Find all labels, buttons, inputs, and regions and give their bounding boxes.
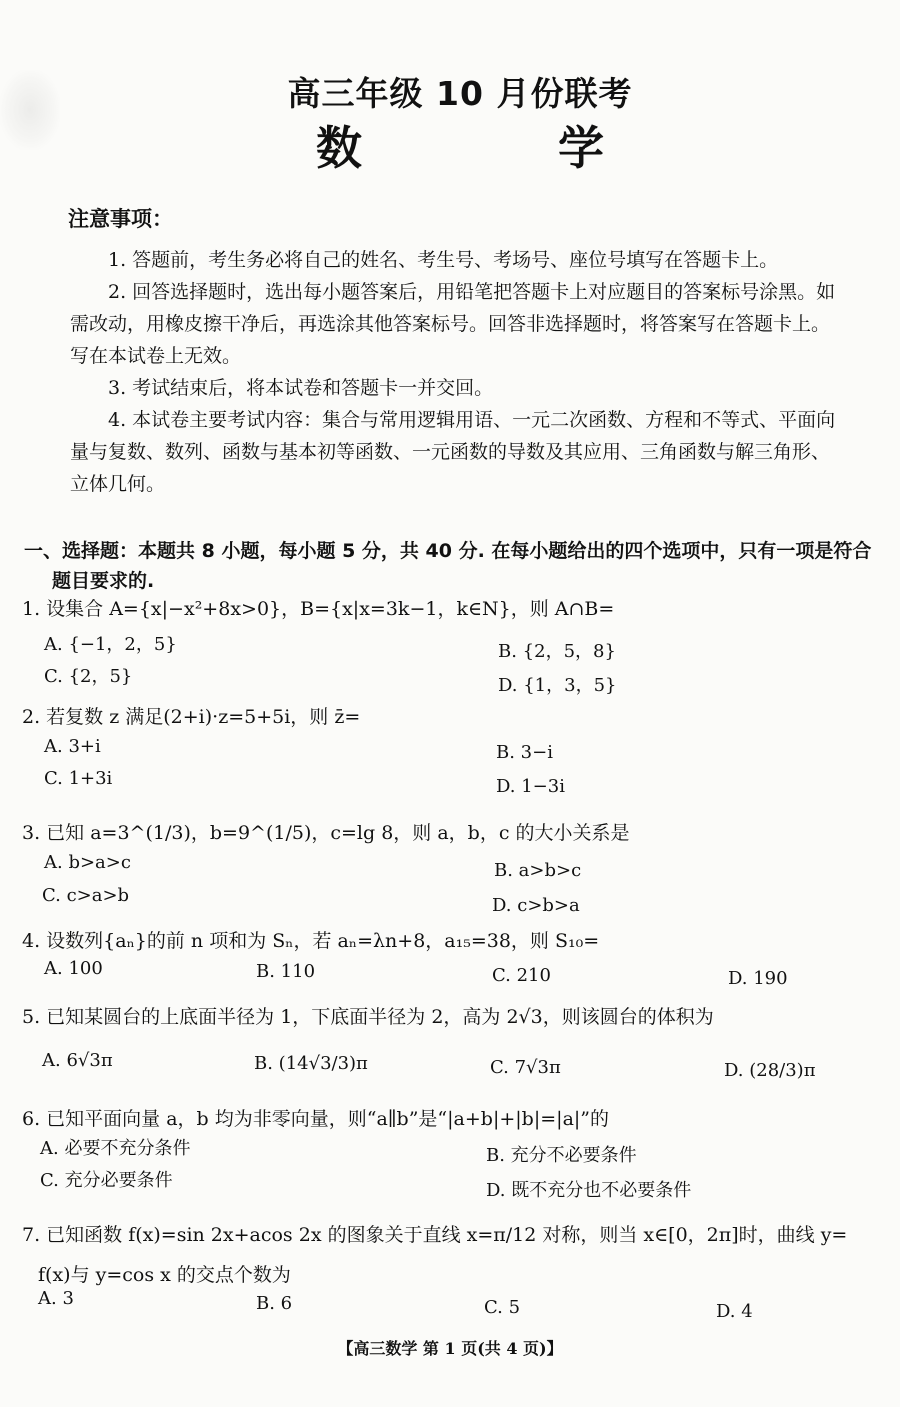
question-5-option-d: D. (28/3)π <box>724 1060 816 1081</box>
exam-title: 高三年级 10 月份联考 <box>287 74 633 113</box>
question-3-option-d: D. c>b>a <box>492 895 580 916</box>
notice-heading: 注意事项： <box>68 207 173 231</box>
notice-item: 4. 本试卷主要考试内容：集合与常用逻辑用语、一元二次函数、方程和不等式、平面向量与复数、数列、函数与基本初等函数、一元函数的导数及其应用、三角函数与解三角形、立体几何。 <box>70 409 836 495</box>
question-3-option-a: A. b>a>c <box>44 852 131 873</box>
question-7-stem-continued: f(x)与 y=cos x 的交点个数为 <box>38 1264 291 1286</box>
question-2-stem: 2. 若复数 z 满足(2+i)·z=5+5i，则 z̄= <box>22 706 361 728</box>
question-2-option-d: D. 1−3i <box>496 776 565 797</box>
section-heading-line: 一、选择题：本题共 8 小题，每小题 5 分，共 40 分. 在每小题给出的四个选项中，只有一项是符合 <box>24 540 872 562</box>
question-2-option-b: B. 3−i <box>496 742 553 763</box>
question-7-option-b: B. 6 <box>256 1293 293 1314</box>
question-5-option-b: B. (14√3/3)π <box>254 1053 368 1074</box>
notice-item: 2. 回答选择题时，选出每小题答案后，用铅笔把答题卡上对应题目的答案标号涂黑。如需改动，用橡皮擦干净后，再选涂其他答案标号。回答非选择题时，将答案写在答题卡上。写在本试卷上无效。 <box>70 281 836 367</box>
question-6-stem: 6. 已知平面向量 a，b 均为非零向量，则“a∥b”是“|a+b|+|b|=|a|”的 <box>22 1108 610 1130</box>
section-heading-line: 题目要求的. <box>52 570 155 592</box>
section-heading <box>24 536 894 596</box>
question-7-option-a: A. 3 <box>38 1288 74 1309</box>
question-4-stem: 4. 设数列{aₙ}的前 n 项和为 Sₙ，若 aₙ=λn+8，a₁₅=38，则 S₁₀= <box>22 930 600 952</box>
notice-item: 3. 考试结束后，将本试卷和答题卡一并交回。 <box>108 377 494 399</box>
question-1-stem: 1. 设集合 A={x|−x²+8x>0}，B={x|x=3k−1，k∈N}，则 A∩B= <box>22 598 615 620</box>
question-1-option-c: C. {2，5} <box>44 666 133 687</box>
question-6-option-c: C. 充分必要条件 <box>40 1170 173 1191</box>
question-7-option-d: D. 4 <box>716 1301 753 1322</box>
page-footer: 【高三数学 第 1 页(共 4 页)】 <box>337 1339 563 1358</box>
question-3-option-c: C. c>a>b <box>42 885 130 906</box>
notice-list <box>70 244 845 500</box>
question-6-option-b: B. 充分不必要条件 <box>486 1145 637 1166</box>
question-4-option-c: C. 210 <box>492 965 551 986</box>
question-7-option-c: C. 5 <box>484 1297 521 1318</box>
question-5-stem: 5. 已知某圆台的上底面半径为 1，下底面半径为 2，高为 2√3，则该圆台的体积为 <box>22 1006 714 1028</box>
question-5-option-a: A. 6√3π <box>42 1050 113 1071</box>
question-4-option-b: B. 110 <box>256 961 316 982</box>
question-2-option-c: C. 1+3i <box>44 768 113 789</box>
question-4-option-d: D. 190 <box>728 968 788 989</box>
question-3-option-b: B. a>b>c <box>494 860 582 881</box>
question-2-option-a: A. 3+i <box>44 736 101 757</box>
subject-title: 数 学 <box>315 121 694 175</box>
question-1-option-a: A. {−1，2，5} <box>44 634 177 655</box>
question-6-option-a: A. 必要不充分条件 <box>40 1138 191 1159</box>
notice-item: 1. 答题前，考生务必将自己的姓名、考生号、考场号、座位号填写在答题卡上。 <box>108 249 779 271</box>
question-3-stem: 3. 已知 a=3^(1/3)，b=9^(1/5)，c=lg 8，则 a，b，c 的大小关系是 <box>22 822 630 844</box>
question-1-option-b: B. {2，5，8} <box>498 641 616 662</box>
question-1-option-d: D. {1，3，5} <box>498 675 617 696</box>
question-4-option-a: A. 100 <box>44 958 103 979</box>
question-5-option-c: C. 7√3π <box>490 1057 561 1078</box>
question-6-option-d: D. 既不充分也不必要条件 <box>486 1180 692 1201</box>
question-7-stem: 7. 已知函数 f(x)=sin 2x+acos 2x 的图象关于直线 x=π/12 对称，则当 x∈[0，2π]时，曲线 y= <box>22 1224 848 1246</box>
